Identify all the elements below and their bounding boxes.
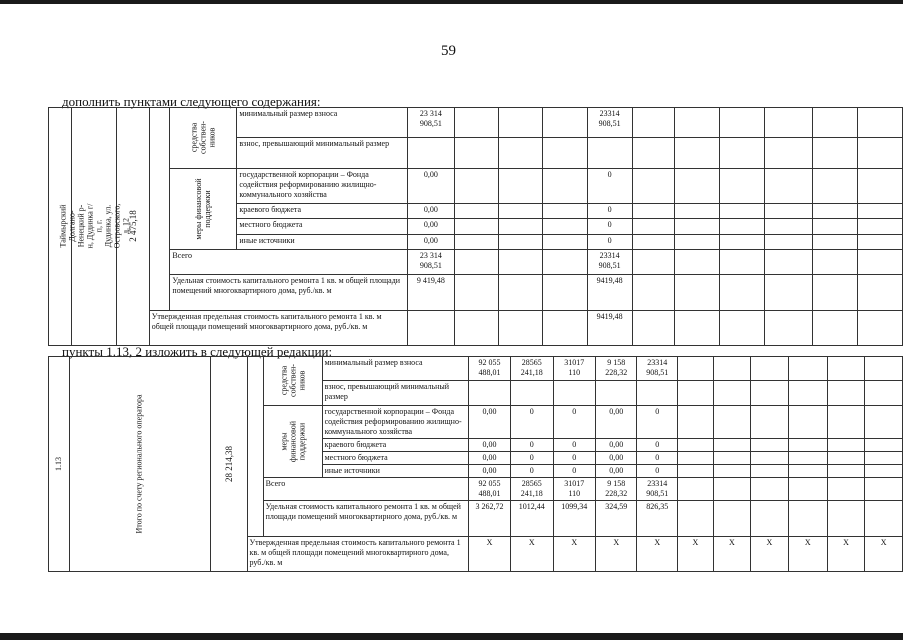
value-cell: 23 314 908,51 [408, 108, 455, 138]
value-cell [857, 235, 902, 250]
value-cell [468, 381, 510, 406]
row-label: иные источники [322, 465, 468, 478]
value-cell [857, 250, 902, 275]
t1-group-owners: средства собствен-ников [170, 108, 237, 169]
value-cell [788, 465, 827, 478]
value-cell: 0 [637, 465, 678, 478]
value-cell [865, 452, 903, 465]
value-cell [454, 219, 498, 235]
row-label: взнос, превышающий минимальный размер [322, 381, 468, 406]
value-cell: X [827, 537, 865, 572]
value-cell [543, 204, 587, 219]
row-label: местного бюджета [322, 452, 468, 465]
value-cell [857, 311, 902, 346]
value-cell: 0,00 [596, 406, 637, 439]
value-cell [857, 219, 902, 235]
value-cell: 23 314 908,51 [408, 250, 455, 275]
value-cell [788, 501, 827, 537]
value-cell: X [713, 537, 751, 572]
value-cell [751, 406, 789, 439]
value-cell [865, 478, 903, 501]
value-cell: 0 [587, 219, 632, 235]
value-cell: 0 [511, 452, 554, 465]
value-cell [674, 108, 719, 138]
value-cell [454, 169, 498, 204]
value-cell [553, 381, 596, 406]
t2-group-owners: средства собствен-ников [263, 357, 322, 406]
value-cell [632, 235, 674, 250]
value-cell [713, 452, 751, 465]
value-cell: 0 [587, 169, 632, 204]
t2-area: 28 214,38 [210, 357, 247, 572]
value-cell [857, 275, 902, 311]
value-cell [543, 169, 587, 204]
value-cell [751, 465, 789, 478]
value-cell [827, 452, 865, 465]
value-cell: X [865, 537, 903, 572]
value-cell: 23314 908,51 [637, 357, 678, 381]
value-cell [499, 275, 543, 311]
row-label: краевого бюджета [237, 204, 408, 219]
value-cell [765, 169, 812, 204]
value-cell: 0 [511, 439, 554, 452]
value-cell [713, 406, 751, 439]
value-cell [812, 275, 857, 311]
value-cell: 23314 908,51 [637, 478, 678, 501]
value-cell [751, 501, 789, 537]
value-cell [865, 501, 903, 537]
value-cell [857, 169, 902, 204]
value-cell [827, 478, 865, 501]
row-label-total: Всего [263, 478, 468, 501]
value-cell: 826,35 [637, 501, 678, 537]
value-cell [865, 465, 903, 478]
value-cell [632, 169, 674, 204]
value-cell [678, 452, 713, 465]
value-cell [765, 235, 812, 250]
value-cell [674, 250, 719, 275]
value-cell: 0,00 [596, 465, 637, 478]
value-cell [454, 235, 498, 250]
value-cell: X [468, 537, 510, 572]
value-cell [408, 138, 455, 169]
value-cell [827, 406, 865, 439]
value-cell: 0 [637, 439, 678, 452]
value-cell [812, 169, 857, 204]
value-cell [543, 250, 587, 275]
value-cell [454, 204, 498, 219]
value-cell [720, 108, 765, 138]
value-cell [499, 138, 543, 169]
row-label-unit-cost: Удельная стоимость капитального ремонта 1 кв. м общей площади помещений многоквартирного дома, руб./кв. м [170, 275, 408, 311]
value-cell [678, 381, 713, 406]
value-cell [812, 235, 857, 250]
value-cell [674, 138, 719, 169]
value-cell [788, 439, 827, 452]
value-cell [632, 204, 674, 219]
t2-item-number: 1.13 [49, 357, 70, 572]
value-cell [674, 219, 719, 235]
value-cell [765, 108, 812, 138]
value-cell [499, 235, 543, 250]
value-cell: 0,00 [468, 406, 510, 439]
t2-title: Итого по счету регионального оператора [70, 357, 210, 572]
value-cell [499, 108, 543, 138]
value-cell [827, 357, 865, 381]
value-cell [812, 311, 857, 346]
value-cell [674, 275, 719, 311]
value-cell [678, 465, 713, 478]
value-cell [720, 219, 765, 235]
value-cell: X [637, 537, 678, 572]
value-cell: 9 158 228,32 [596, 478, 637, 501]
value-cell: 0,00 [596, 439, 637, 452]
t1-area: 2 475,18 [117, 108, 150, 346]
table-1 [48, 107, 903, 346]
value-cell [857, 138, 902, 169]
value-cell [827, 501, 865, 537]
value-cell: 9 158 228,32 [596, 357, 637, 381]
value-cell [751, 452, 789, 465]
value-cell [632, 250, 674, 275]
value-cell [857, 204, 902, 219]
value-cell [674, 235, 719, 250]
value-cell [751, 439, 789, 452]
value-cell [788, 478, 827, 501]
row-label: минимальный размер взноса [322, 357, 468, 381]
value-cell [865, 381, 903, 406]
value-cell [788, 406, 827, 439]
table2-heading: пункты 1.13, 2 изложить в следующей редакции: [62, 344, 333, 359]
value-cell: X [596, 537, 637, 572]
value-cell [499, 219, 543, 235]
value-cell [827, 465, 865, 478]
page-number: 59 [441, 43, 456, 59]
value-cell: 23314 908,51 [587, 108, 632, 138]
value-cell: 31017 110 [553, 357, 596, 381]
value-cell [812, 219, 857, 235]
value-cell [720, 275, 765, 311]
value-cell [499, 204, 543, 219]
value-cell: 0 [637, 452, 678, 465]
value-cell [454, 250, 498, 275]
top-border [0, 0, 903, 4]
value-cell: 0,00 [408, 204, 455, 219]
value-cell [751, 381, 789, 406]
value-cell [454, 138, 498, 169]
value-cell: 0,00 [408, 219, 455, 235]
row-label: взнос, превышающий минимальный размер [237, 138, 408, 169]
value-cell: 0,00 [408, 169, 455, 204]
value-cell: 0 [637, 406, 678, 439]
value-cell [678, 501, 713, 537]
value-cell [765, 275, 812, 311]
value-cell: 9 419,48 [408, 275, 455, 311]
value-cell [713, 381, 751, 406]
value-cell [720, 250, 765, 275]
value-cell [678, 357, 713, 381]
value-cell [812, 138, 857, 169]
value-cell [713, 501, 751, 537]
value-cell [543, 108, 587, 138]
value-cell [713, 357, 751, 381]
value-cell [632, 275, 674, 311]
value-cell: 9419,48 [587, 311, 632, 346]
row-label: местного бюджета [237, 219, 408, 235]
value-cell [674, 204, 719, 219]
value-cell [454, 311, 498, 346]
value-cell: 0,00 [408, 235, 455, 250]
value-cell: 31017 110 [553, 478, 596, 501]
table-2 [48, 356, 903, 572]
value-cell [857, 108, 902, 138]
value-cell [543, 138, 587, 169]
value-cell [408, 311, 455, 346]
value-cell [543, 235, 587, 250]
value-cell [674, 311, 719, 346]
value-cell [788, 452, 827, 465]
value-cell [765, 204, 812, 219]
value-cell: 0,00 [468, 439, 510, 452]
value-cell: 0,00 [468, 452, 510, 465]
value-cell [713, 439, 751, 452]
value-cell [865, 406, 903, 439]
value-cell [812, 108, 857, 138]
value-cell [765, 311, 812, 346]
value-cell [678, 478, 713, 501]
value-cell [788, 381, 827, 406]
value-cell [587, 138, 632, 169]
value-cell [865, 357, 903, 381]
value-cell: 9419,48 [587, 275, 632, 311]
value-cell [720, 235, 765, 250]
value-cell: 0 [511, 465, 554, 478]
value-cell [720, 169, 765, 204]
value-cell [632, 138, 674, 169]
row-label-limit-cost: Утвержденная предельная стоимость капитального ремонта 1 кв. м общей площади помещений многоквартирного дома, руб./кв. м [149, 311, 407, 346]
value-cell [511, 381, 554, 406]
row-label: государственной корпорации – Фонда содействия реформированию жилищно-коммунального хозяйства [322, 406, 468, 439]
value-cell: 0,00 [468, 465, 510, 478]
value-cell [499, 169, 543, 204]
row-label: краевого бюджета [322, 439, 468, 452]
value-cell: X [511, 537, 554, 572]
row-label: иные источники [237, 235, 408, 250]
value-cell [720, 311, 765, 346]
value-cell: X [788, 537, 827, 572]
value-cell: X [553, 537, 596, 572]
value-cell [678, 439, 713, 452]
value-cell [678, 406, 713, 439]
t1-address: Таймырский Долгано-Ненецкий р-н, Дудинка г/п, г. Дудинка, ул. Островского, д. 12 [71, 108, 117, 346]
row-label: государственной корпорации – Фонда содействия реформированию жилищно-коммунального хозяйства [237, 169, 408, 204]
value-cell: 0 [511, 406, 554, 439]
value-cell [632, 311, 674, 346]
value-cell [543, 219, 587, 235]
value-cell [637, 381, 678, 406]
value-cell [788, 357, 827, 381]
value-cell: 0 [587, 235, 632, 250]
value-cell [812, 204, 857, 219]
value-cell: 1012,44 [511, 501, 554, 537]
value-cell [596, 381, 637, 406]
value-cell [543, 311, 587, 346]
value-cell [499, 250, 543, 275]
value-cell [812, 250, 857, 275]
row-label-unit-cost: Удельная стоимость капитального ремонта 1 кв. м общей площади помещений многоквартирного дома, руб./кв. м [263, 501, 468, 537]
value-cell [674, 169, 719, 204]
value-cell: 3 262,72 [468, 501, 510, 537]
value-cell [454, 275, 498, 311]
value-cell [765, 219, 812, 235]
value-cell: 92 055 488,01 [468, 478, 510, 501]
value-cell: 1099,34 [553, 501, 596, 537]
value-cell [765, 250, 812, 275]
value-cell [865, 439, 903, 452]
value-cell [632, 108, 674, 138]
row-label-total: Всего [170, 250, 408, 275]
row-label-limit-cost: Утвержденная предельная стоимость капитального ремонта 1 кв. м общей площади помещений многоквартирного дома, руб./кв. м [247, 537, 468, 572]
value-cell: 0 [553, 406, 596, 439]
value-cell: X [678, 537, 713, 572]
value-cell [632, 219, 674, 235]
value-cell: 28565 241,18 [511, 478, 554, 501]
bottom-border [0, 633, 903, 640]
value-cell: 0 [587, 204, 632, 219]
t2-group-support: меры финансовой поддержки [263, 406, 322, 478]
value-cell: X [751, 537, 789, 572]
value-cell: 23314 908,51 [587, 250, 632, 275]
value-cell: 28565 241,18 [511, 357, 554, 381]
value-cell [713, 465, 751, 478]
value-cell [827, 439, 865, 452]
value-cell [751, 478, 789, 501]
value-cell [543, 275, 587, 311]
value-cell [720, 204, 765, 219]
value-cell [765, 138, 812, 169]
t1-group-support: меры финансовой поддержки [170, 169, 237, 250]
row-label: минимальный размер взноса [237, 108, 408, 138]
value-cell: 324,59 [596, 501, 637, 537]
value-cell: 0 [553, 465, 596, 478]
value-cell: 0 [553, 439, 596, 452]
value-cell: 92 055 488,01 [468, 357, 510, 381]
value-cell [720, 138, 765, 169]
table1-heading: дополнить пунктами следующего содержания: [62, 94, 321, 109]
value-cell [454, 108, 498, 138]
value-cell [827, 381, 865, 406]
value-cell [499, 311, 543, 346]
value-cell [713, 478, 751, 501]
value-cell: 0 [553, 452, 596, 465]
value-cell [751, 357, 789, 381]
value-cell: 0,00 [596, 452, 637, 465]
